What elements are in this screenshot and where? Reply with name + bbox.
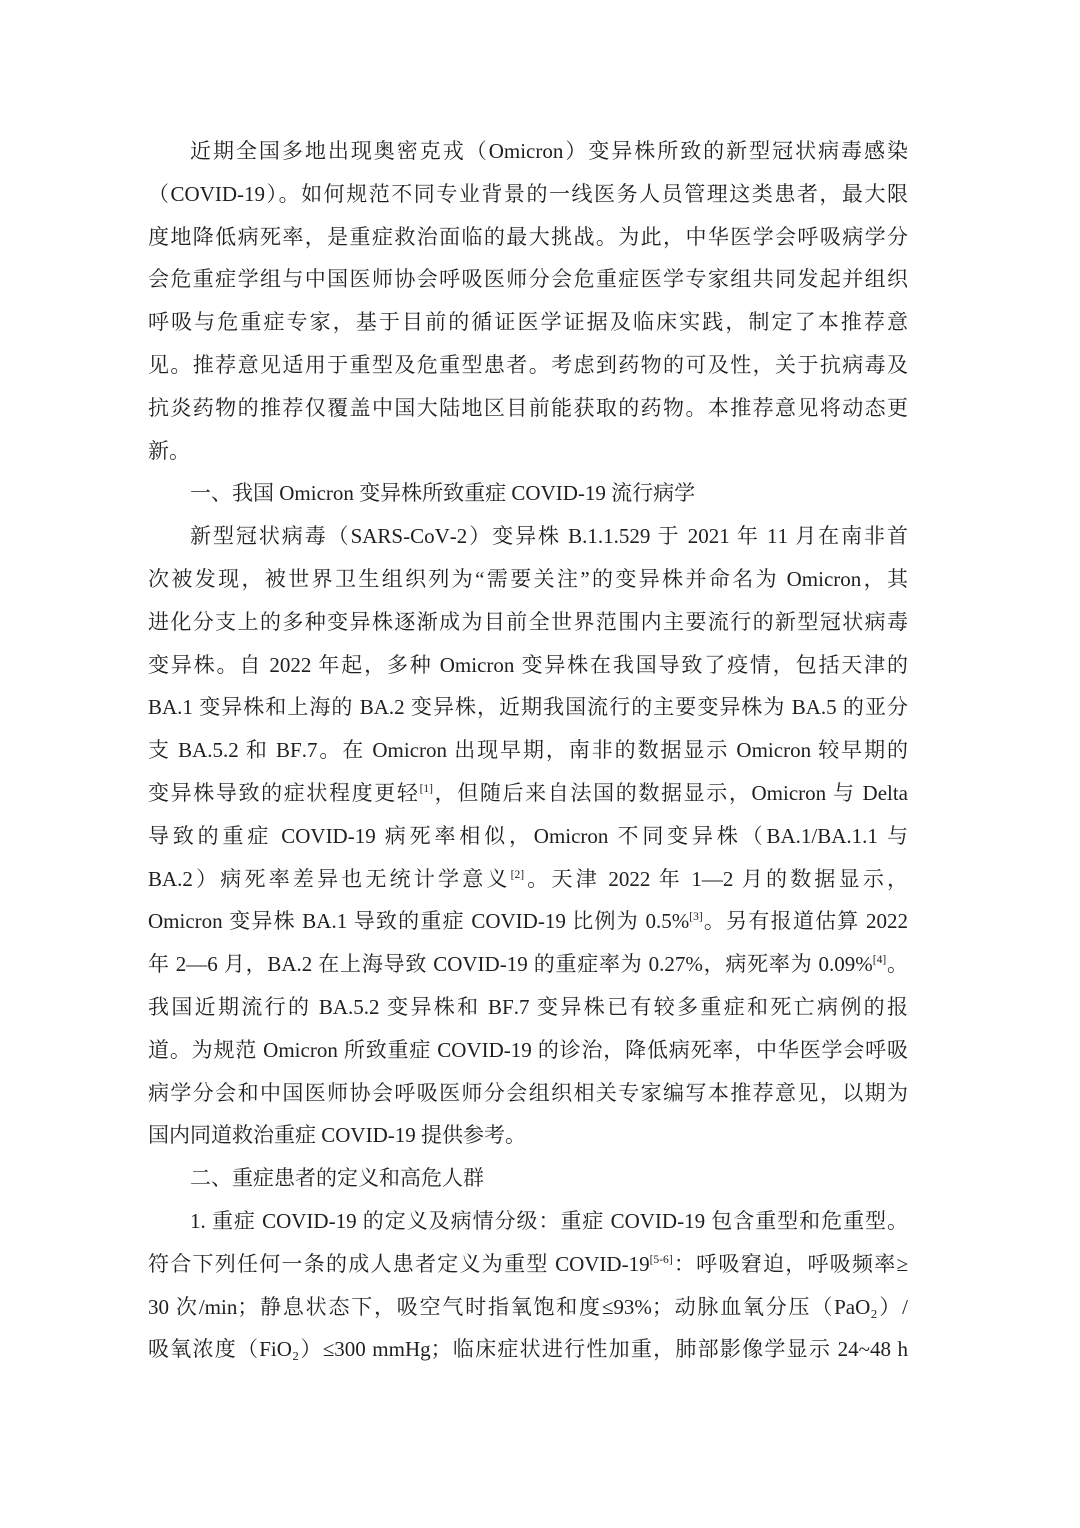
body-text-line: 符合下列任何一条的成人患者定义为重型 COVID-19[5-6]：呼吸窘迫，呼吸频率≥	[148, 1251, 908, 1276]
body-text-line: 病学分会和中国医师协会呼吸医师分会组织相关专家编写本推荐意见，以期为	[148, 1080, 908, 1105]
body-text-line: 我国近期流行的 BA.5.2 变异株和 BF.7 变异株已有较多重症和死亡病例的报	[148, 994, 908, 1019]
body-text-line: 导致的重症 COVID-19 病死率相似，Omicron 不同变异株（BA.1/BA.1.1 与	[148, 823, 908, 848]
body-text-line: 见。推荐意见适用于重型及危重型患者。考虑到药物的可及性，关于抗病毒及	[148, 352, 908, 377]
citation-superscript: [4]	[872, 954, 887, 967]
section-heading-line: 一、我国 Omicron 变异株所致重症 COVID-19 流行病学	[190, 481, 696, 506]
body-text-line: 新。	[148, 438, 190, 463]
citation-superscript: [1]	[419, 782, 434, 795]
body-text-line: 国内同道救治重症 COVID-19 提供参考。	[148, 1123, 526, 1148]
body-text-line: 吸氧浓度（FiO₂）≤300 mmHg；临床症状进行性加重，肺部影像学显示 24~48 h	[148, 1337, 908, 1362]
body-text-line: 度地降低病死率，是重症救治面临的最大挑战。为此，中华医学会呼吸病学分	[148, 224, 908, 249]
body-text-line: 年 2—6 月，BA.2 在上海导致 COVID-19 的重症率为 0.27%，病死率为 0.09%[4]。	[148, 952, 908, 977]
body-text-line: 支 BA.5.2 和 BF.7。在 Omicron 出现早期，南非的数据显示 Omicron 较早期的	[148, 738, 908, 763]
body-text-line: 近期全国多地出现奥密克戎（Omicron）变异株所致的新型冠状病毒感染	[190, 139, 908, 163]
body-text-line: 抗炎药物的推荐仅覆盖中国大陆地区目前能获取的药物。本推荐意见将动态更	[148, 395, 908, 420]
body-text-line: 次被发现，被世界卫生组织列为“需要关注”的变异株并命名为 Omicron，其	[148, 566, 908, 591]
body-text-line: BA.2）病死率差异也无统计学意义[2]。天津 2022 年 1—2 月的数据显示，	[148, 866, 908, 891]
section-heading-line: 二、重症患者的定义和高危人群	[190, 1166, 484, 1191]
body-text-line: 变异株导致的症状程度更轻[1]，但随后来自法国的数据显示，Omicron 与 Delta	[148, 780, 908, 805]
body-text-line: 1. 重症 COVID-19 的定义及病情分级：重症 COVID-19 包含重型和危重型。	[190, 1208, 908, 1233]
body-text-line: 进化分支上的多种变异株逐渐成为目前全世界范围内主要流行的新型冠状病毒	[148, 609, 908, 634]
body-text-line: 变异株。自 2022 年起，多种 Omicron 变异株在我国导致了疫情，包括天津的	[148, 652, 908, 677]
body-text-line: （COVID-19）。如何规范不同专业背景的一线医务人员管理这类患者，最大限	[148, 181, 908, 206]
citation-superscript: [5-6]	[649, 1253, 673, 1266]
body-text-line: 30 次/min；静息状态下，吸空气时指氧饱和度≤93%；动脉血氧分压（PaO₂）/	[148, 1294, 908, 1319]
body-text-line: 新型冠状病毒（SARS-CoV-2）变异株 B.1.1.529 于 2021 年 11 月在南非首	[190, 524, 908, 549]
body-text-line: 道。为规范 Omicron 所致重症 COVID-19 的诊治，降低病死率，中华医学会呼吸	[148, 1037, 908, 1062]
citation-superscript: [2]	[510, 868, 525, 881]
body-text-line: 会危重症学组与中国医师协会呼吸医师分会危重症医学专家组共同发起并组织	[148, 267, 908, 292]
body-text-line: 呼吸与危重症专家，基于目前的循证医学证据及临床实践，制定了本推荐意	[148, 310, 908, 335]
document-text	[148, 130, 908, 1371]
body-text-line: BA.1 变异株和上海的 BA.2 变异株，近期我国流行的主要变异株为 BA.5 的亚分	[148, 695, 908, 720]
body-text-line: Omicron 变异株 BA.1 导致的重症 COVID-19 比例为 0.5%[3]。另有报道估算 2022	[148, 909, 908, 934]
citation-superscript: [3]	[689, 911, 703, 924]
